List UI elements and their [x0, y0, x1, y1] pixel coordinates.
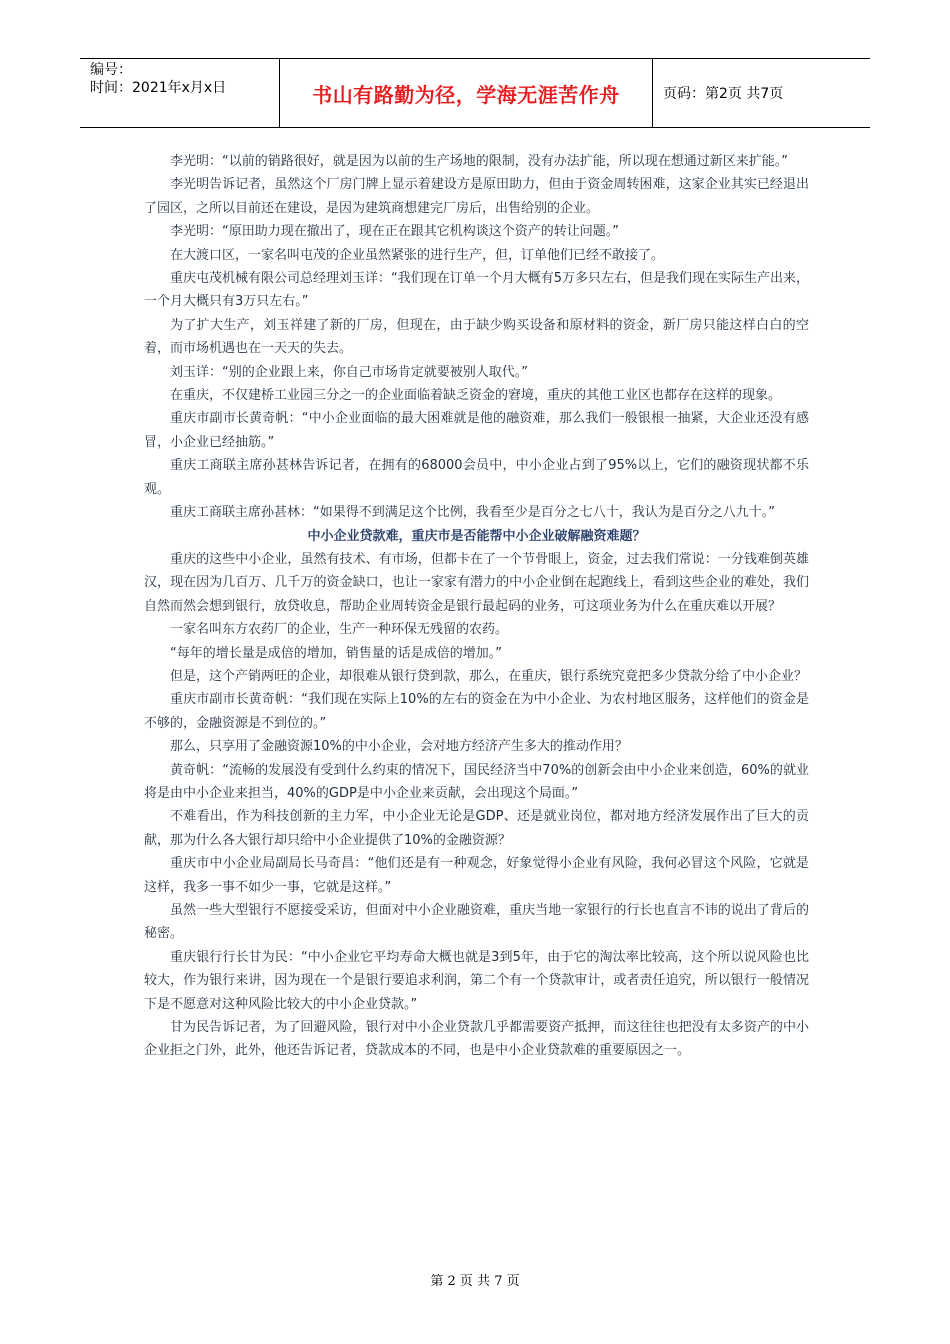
- page-header: [80, 58, 870, 128]
- section-heading: 中小企业贷款难，重庆市是否能帮中小企业破解融资难题？: [307, 528, 646, 544]
- paragraph: 一家名叫东方农药厂的企业，生产一种环保无残留的农药。: [170, 622, 509, 638]
- paragraph: 李光明告诉记者，虽然这个厂房门牌上显示着建设方是原田助力，但由于资金周转困难，这家企业其实已经退出了园区，之所以目前还在建设，是因为建筑商想建完厂房后，出售给别的企业。: [144, 177, 809, 216]
- paragraph: 重庆市中小企业局副局长马奇昌：“他们还是有一种观念，好象觉得小企业有风险，我何必冒这个风险，它就是这样，我多一事不如少一事，它就是这样。”: [144, 856, 809, 895]
- header-meta: [80, 59, 280, 127]
- paragraph: 不难看出，作为科技创新的主力军，中小企业无论是GDP、还是就业岗位，都对地方经济发展作出了巨大的贡献，那为什么各大银行却只给中小企业提供了10%的金融资源？: [144, 809, 809, 848]
- paragraph: 重庆工商联主席孙甚林告诉记者，在拥有的68000会员中，中小企业占到了95%以上，它们的融资现状都不乐观。: [144, 458, 809, 497]
- paragraph: 甘为民告诉记者，为了回避风险，银行对中小企业贷款几乎都需要资产抵押，而这往往也把没有太多资产的中小企业拒之门外，此外，他还告诉记者，贷款成本的不同，也是中小企业贷款难的重要原因之一。: [144, 1020, 809, 1059]
- paragraph: 重庆工商联主席孙甚林：“如果得不到满足这个比例，我看至少是百分之七八十，我认为是百分之八九十。”: [170, 505, 775, 521]
- paragraph: 在大渡口区，一家名叫屯茂的企业虽然紧张的进行生产，但，订单他们已经不敢接了。: [170, 247, 665, 263]
- document-time-label: 时间：2021年x月x日: [90, 80, 227, 96]
- paragraph: 为了扩大生产，刘玉祥建了新的厂房，但现在，由于缺少购买设备和原材料的资金，新厂房只能这样白白的空着，而市场机遇也在一天天的失去。: [144, 317, 809, 357]
- paragraph: 重庆的这些中小企业，虽然有技术、有市场，但都卡在了一个节骨眼上，资金，过去我们常说：一分钱难倒英雄汉，现在因为几百万、几千万的资金缺口，也让一家家有潜力的中小企业倒在起跑线上，看到这些企业的难处，我们自然而然会想到银行，放贷收息，帮助企业周转资金是银行最起码的业务，可这项业务为什么在重庆难以开展？: [144, 551, 809, 614]
- paragraph: 虽然一些大型银行不愿接受采访，但面对中小企业融资难，重庆当地一家银行的行长也直言不讳的说出了背后的秘密。: [144, 903, 809, 942]
- header-page-info-cell: [653, 59, 870, 127]
- paragraph: 但是，这个产销两旺的企业，却很难从银行贷到款，那么，在重庆，银行系统究竟把多少贷款分给了中小企业？: [170, 668, 808, 684]
- header-page-info: 页码：第2页 共7页: [663, 86, 784, 102]
- paragraph: 黄奇帆：“流畅的发展没有受到什么约束的情况下，国民经济当中70%的创新会由中小企业来创造，60%的就业将是由中小企业来担当，40%的GDP是中小企业来贡献，会出现这个局面。”: [144, 762, 809, 801]
- paragraph: 重庆银行行长甘为民：“中小企业它平均寿命大概也就是3到5年，由于它的淘汰率比较高，这个所以说风险也比较大，作为银行来讲，因为现在一个是银行要追求利润，第二个有一个贷款审计，或者责任追究，所以银行一般情况下是不愿意对这种风险比较大的中小企业贷款。”: [144, 949, 809, 1012]
- paragraph: “每年的增长量是成倍的增加，销售量的话是成倍的增加。”: [170, 645, 502, 661]
- paragraph: 那么，只享用了金融资源10%的中小企业，会对地方经济产生多大的推动作用？: [170, 739, 628, 755]
- paragraph: 在重庆，不仅建桥工业园三分之一的企业面临着缺乏资金的窘境，重庆的其他工业区也都存在这样的现象。: [170, 388, 782, 404]
- paragraph: 李光明：“原田助力现在撤出了，现在正在跟其它机构谈这个资产的转让问题。”: [170, 224, 619, 240]
- document-number-label: 编号：: [90, 62, 132, 78]
- page-footer: 第 2 页 共 7 页: [430, 1274, 520, 1289]
- paragraph: 重庆市副市长黄奇帆：“我们现在实际上10%的左右的资金在为中小企业、为农村地区服务，这样他们的资金是不够的，金融资源是不到位的。”: [144, 692, 809, 731]
- paragraph: 重庆屯茂机械有限公司总经理刘玉详：“我们现在订单一个月大概有5万多只左右，但是我们现在实际生产出来，一个月大概只有3万只左右。”: [144, 271, 810, 310]
- paragraph: 李光明：“以前的销路很好，就是因为以前的生产场地的限制，没有办法扩能，所以现在想通过新区来扩能。”: [170, 154, 788, 169]
- header-motto: 书山有路勤为径，学海无涯苦作舟: [312, 82, 620, 107]
- paragraph: 重庆市副市长黄奇帆：“中小企业面临的最大困难就是他的融资难，那么我们一般银根一抽紧，大企业还没有感冒，小企业已经抽筋。”: [144, 411, 809, 450]
- article-body: [144, 150, 809, 1063]
- header-motto-cell: [280, 59, 653, 127]
- paragraph: 刘玉详：“别的企业跟上来，你自己市场肯定就要被别人取代。”: [170, 364, 528, 380]
